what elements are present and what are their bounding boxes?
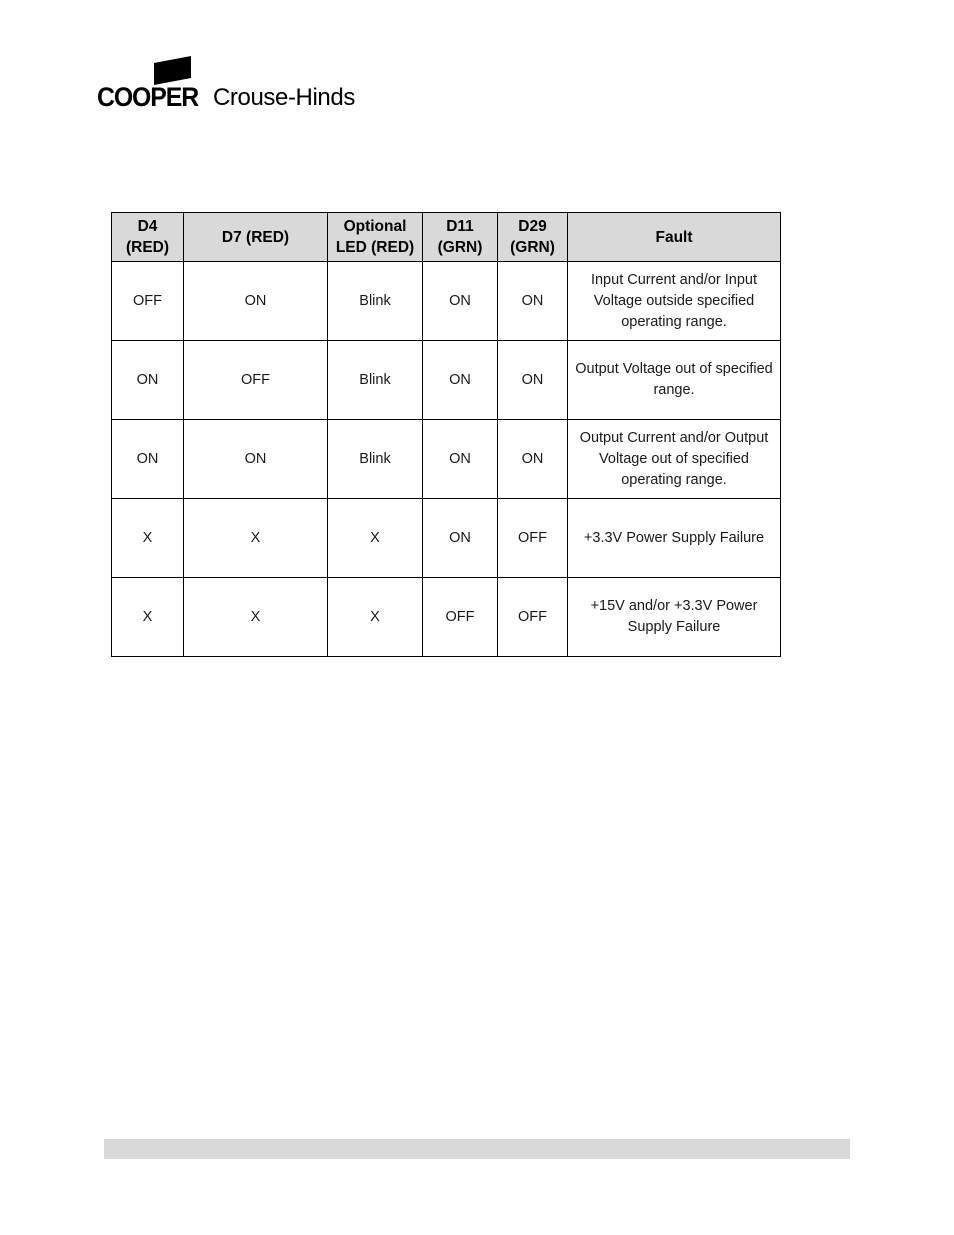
header-d29: D29 (GRN): [498, 213, 568, 262]
cell-d7: X: [184, 499, 328, 578]
table-row: [112, 499, 781, 578]
cell-d7: ON: [184, 262, 328, 341]
cell-d11: ON: [423, 262, 498, 341]
table-row: [112, 420, 781, 499]
cell-optional-led: X: [328, 499, 423, 578]
footer-bar: [104, 1139, 850, 1159]
table-header-row: [112, 213, 781, 262]
cell-d29: ON: [498, 341, 568, 420]
cell-d29: OFF: [498, 499, 568, 578]
header-d11: D11 (GRN): [423, 213, 498, 262]
header-fault: Fault: [568, 213, 781, 262]
cell-d4: X: [112, 499, 184, 578]
led-fault-table: [111, 212, 781, 657]
cell-d29: ON: [498, 262, 568, 341]
cell-optional-led: Blink: [328, 420, 423, 499]
logo-brand-text: COOPER: [97, 82, 199, 112]
cell-d7: OFF: [184, 341, 328, 420]
header-d4: D4 (RED): [112, 213, 184, 262]
cell-fault: +15V and/or +3.3V Power Supply Failure: [568, 578, 781, 657]
cell-d11: ON: [423, 420, 498, 499]
cell-fault: Output Current and/or Output Voltage out of specified operating range.: [568, 420, 781, 499]
cell-d11: ON: [423, 499, 498, 578]
header-d7: D7 (RED): [184, 213, 328, 262]
table-row: [112, 578, 781, 657]
cell-optional-led: X: [328, 578, 423, 657]
header-optional-led: Optional LED (RED): [328, 213, 423, 262]
cell-d11: ON: [423, 341, 498, 420]
logo-sub-text: Crouse-Hinds: [213, 84, 355, 111]
cell-d4: ON: [112, 420, 184, 499]
cell-d4: OFF: [112, 262, 184, 341]
table-row: [112, 262, 781, 341]
cell-d11: OFF: [423, 578, 498, 657]
cell-optional-led: Blink: [328, 341, 423, 420]
cell-d4: X: [112, 578, 184, 657]
cell-d29: ON: [498, 420, 568, 499]
cell-d7: ON: [184, 420, 328, 499]
cell-d4: ON: [112, 341, 184, 420]
cell-fault: +3.3V Power Supply Failure: [568, 499, 781, 578]
cell-optional-led: Blink: [328, 262, 423, 341]
cell-d7: X: [184, 578, 328, 657]
cell-fault: Input Current and/or Input Voltage outside specified operating range.: [568, 262, 781, 341]
cell-fault: Output Voltage out of specified range.: [568, 341, 781, 420]
cell-d29: OFF: [498, 578, 568, 657]
company-logo: [97, 56, 377, 112]
table-row: [112, 341, 781, 420]
